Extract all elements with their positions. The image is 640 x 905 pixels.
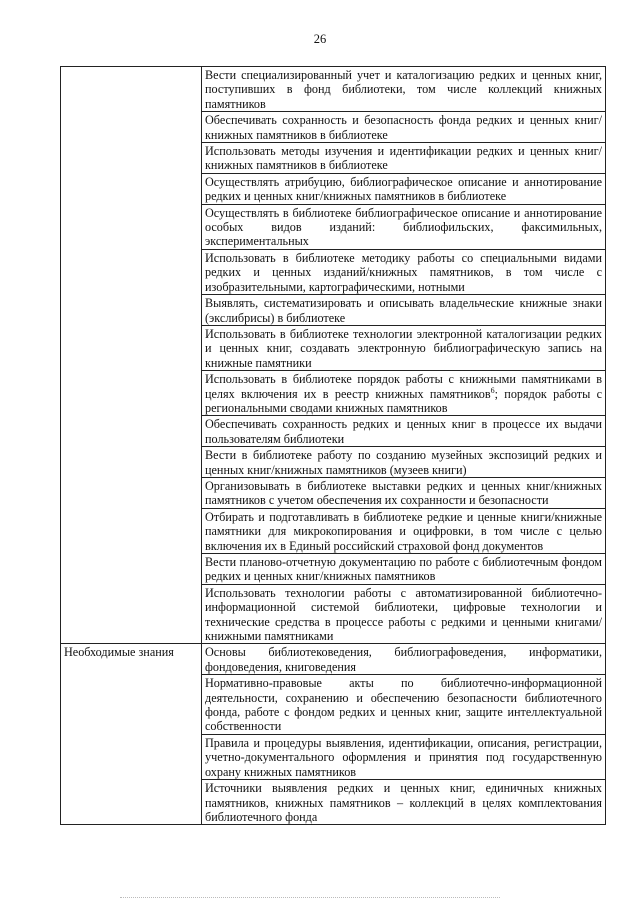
skills-label-cell <box>61 67 202 644</box>
competency-table <box>60 66 606 825</box>
table-row <box>61 67 606 112</box>
table-cell: Использовать технологии работы с автоматизированной библиотечно-информационной системой библиотеки, цифровые технологии и технические средства в процессе работы с редкими и ценными книгами/книжными памятниками <box>202 584 606 644</box>
footnote-marker: 6 <box>490 385 495 395</box>
table-cell: Использовать методы изучения и идентификации редких и ценных книг/книжных памятников в библиотеке <box>202 143 606 174</box>
page-number: 26 <box>313 32 327 46</box>
table-cell: Отбирать и подготавливать в библиотеке редкие и ценные книги/книжные памятники для микрокопирования и оцифровки, в том числе с целью включения их в Единый российский страховой фонд документов <box>202 508 606 553</box>
table-cell: Осуществлять в библиотеке библиографическое описание и аннотирование особых видов изданий: библиофильских, факсимильных, экспериментальных <box>202 204 606 249</box>
cell-text: Использовать в библиотеке порядок работы с книжными памятниками в целях включения их в реестр книжных памятников <box>205 372 602 401</box>
table-cell: Вести планово-отчетную документацию по работе с библиотечным фондом редких и ценных книг/книжных памятников <box>202 554 606 585</box>
table-cell: Использовать в библиотеке технологии электронной каталогизации редких и ценных книг, создавать электронную библиографическую запись на книжные памятники <box>202 325 606 370</box>
table-cell-footnoted <box>202 371 606 416</box>
table-cell: Обеспечивать сохранность и безопасность фонда редких и ценных книг/книжных памятников в библиотеке <box>202 112 606 143</box>
table-cell: Источники выявления редких и ценных книг, единичных книжных памятников, книжных памятников – коллекций в целях комплектования библиотечного фонда <box>202 780 606 825</box>
table-cell: Выявлять, систематизировать и описывать владельческие книжные знаки (экслибрисы) в библиотеке <box>202 295 606 326</box>
table-cell: Основы библиотековедения, библиографоведения, информатики, фондоведения, книговедения <box>202 644 606 675</box>
table-cell: Обеспечивать сохранность редких и ценных книг в процессе их выдачи пользователям библиотеки <box>202 416 606 447</box>
table-cell: Осуществлять атрибуцию, библиографическое описание и аннотирование редких и ценных книг/книжных памятников в библиотеке <box>202 173 606 204</box>
table-cell: Вести в библиотеке работу по созданию музейных экспозиций редких и ценных книг/книжных памятников (музеев книги) <box>202 447 606 478</box>
table-cell: Вести специализированный учет и каталогизацию редких и ценных книг, поступивших в фонд библиотеки, том числе коллекций книжных памятников <box>202 67 606 112</box>
scan-artifact-line <box>120 897 500 899</box>
table-cell: Правила и процедуры выявления, идентификации, описания, регистрации, учетно-документального оформления и принятия под государственную охрану книжных памятников <box>202 734 606 779</box>
knowledge-label-cell: Необходимые знания <box>61 644 202 825</box>
table-row <box>61 644 606 675</box>
table-cell: Нормативно-правовые акты по библиотечно-информационной деятельности, сохранению и обеспечению безопасности библиотечного фонда, работе с фондом редких и ценных книг, защите интеллектуальной собственности <box>202 675 606 735</box>
table-cell: Использовать в библиотеке методику работы со специальными видами редких и ценных изданий/книжных памятников, в том числе с изобразительными, картографическими, нотными <box>202 249 606 294</box>
cell-text: ; порядок работы с региональными сводами книжных памятников <box>205 386 602 415</box>
table-cell: Организовывать в библиотеке выставки редких и ценных книг/книжных памятников с учетом обеспечения их сохранности и безопасности <box>202 477 606 508</box>
